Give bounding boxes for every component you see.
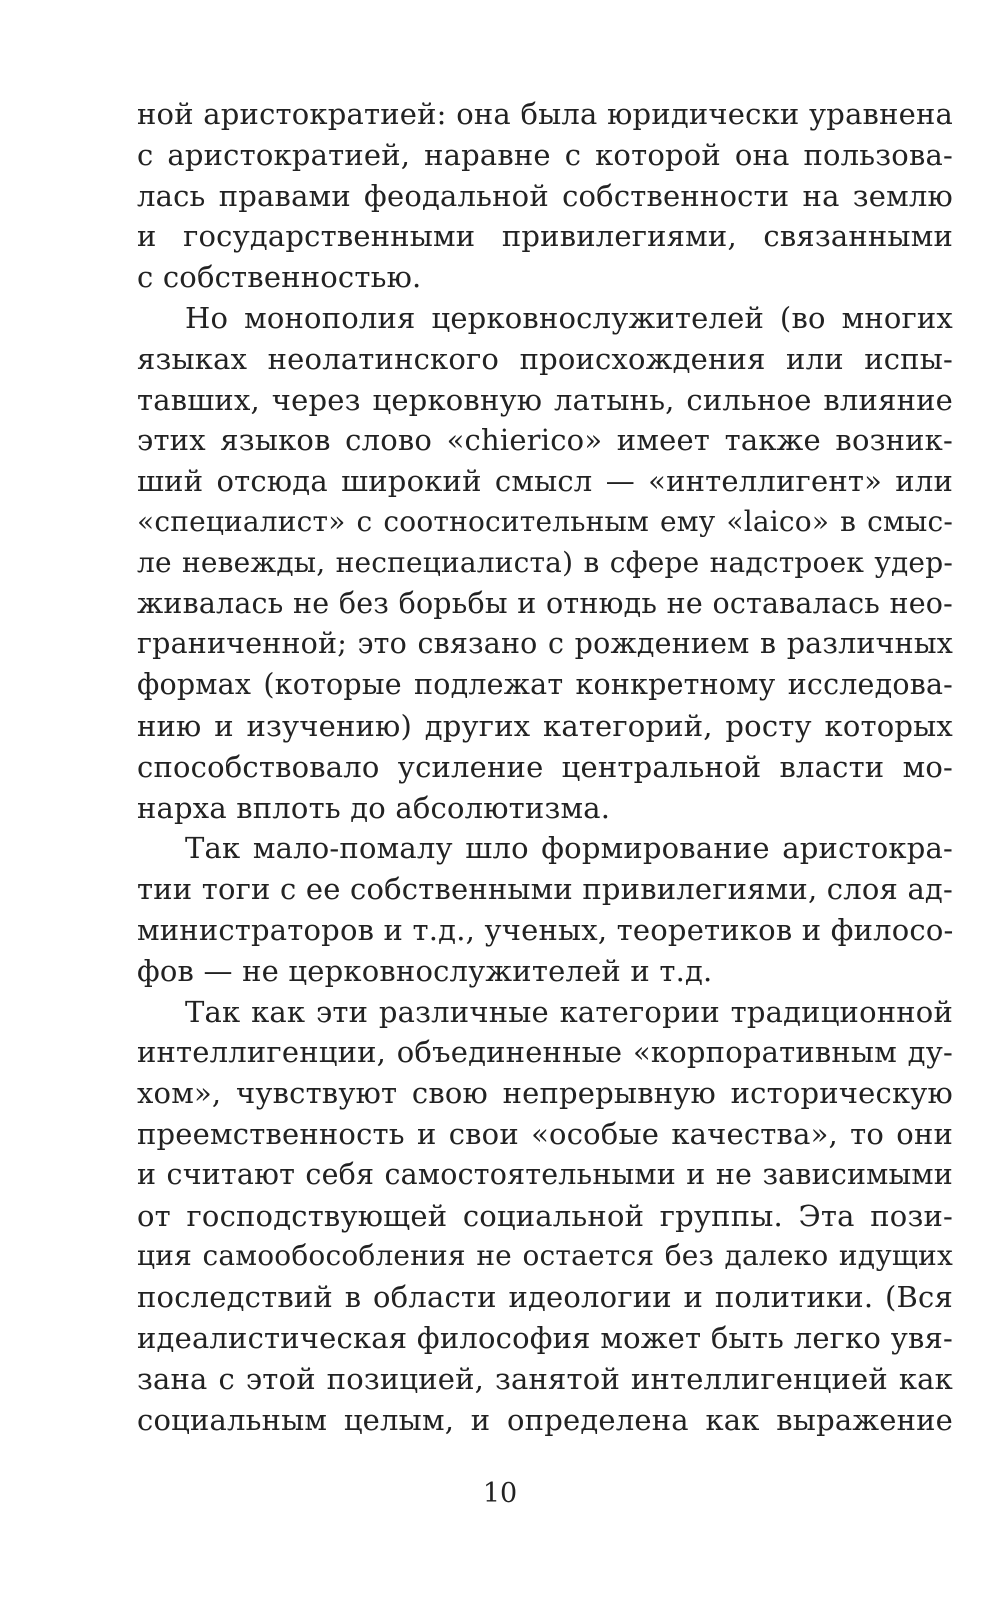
text-line: преемственность и свои «особые качества», то они (137, 1116, 953, 1151)
page-number: 10 (482, 1478, 518, 1509)
text-line: с собственностью. (137, 260, 422, 295)
text-line: Так мало-помалу шло формирование аристокра- (185, 831, 953, 866)
text-line: зана с этой позицией, занятой интеллигенцией как (137, 1361, 953, 1396)
text-line: нарха вплоть до абсолютизма. (137, 790, 611, 825)
text-line: Так как эти различные категории традиционной (185, 994, 953, 1029)
text-line: министраторов и т.д., ученых, теоретиков и филосо- (137, 912, 954, 947)
text-line: и государственными привилегиями, связанными (137, 219, 953, 254)
text-line: тии тоги с ее собственными привилегиями, слоя ад- (137, 872, 953, 907)
text-line: с аристократией, наравне с которой она пользова- (137, 137, 953, 172)
text-line: языках неолатинского происхождения или испы- (137, 341, 953, 376)
text-line: интеллигенции, объединенные «корпоративным ду- (137, 1035, 953, 1070)
text-line: социальным целым, и определена как выражение (137, 1402, 953, 1437)
text-line: Но монополия церковнослужителей (во многих (185, 300, 953, 335)
text-line: ной аристократией: она была юридически уравнена (137, 97, 953, 131)
text-line: живалась не без борьбы и отнюдь не оставалась нео- (137, 586, 953, 620)
text-line: фов — не церковнослужителей и т.д. (137, 953, 713, 988)
text-line: лась правами феодальной собственности на землю (137, 178, 953, 213)
text-line: нию и изучению) других категорий, росту которых (137, 708, 953, 743)
text-line: граниченной; это связано с рождением в различных (137, 627, 953, 661)
body-text (137, 94, 953, 1440)
text-line: ший отсюда широкий смысл — «интеллигент» или (137, 464, 953, 499)
text-line: идеалистическая философия может быть легко увя- (137, 1320, 953, 1355)
text-line: способствовало усиление центральной власти мо- (137, 749, 953, 784)
text-line: формах (которые подлежат конкретному исследова- (137, 668, 953, 702)
text-line: «специалист» с соотносительным ему «laico» в смыс- (137, 504, 953, 538)
text-line: от господствующей социальной группы. Эта пози- (137, 1198, 953, 1233)
text-line: тавших, через церковную латынь, сильное влияние (137, 382, 953, 417)
text-line: последствий в области идеологии и политики. (Вся (137, 1280, 953, 1315)
text-line: ле невежды, неспециалиста) в сфере надстроек удер- (137, 545, 953, 579)
text-line: хом», чувствуют свою непрерывную историческую (137, 1076, 953, 1111)
text-line: этих языков слово «chierico» имеет также возник- (137, 423, 953, 458)
text-line: и считают себя самостоятельными и не зависимыми (137, 1157, 953, 1191)
text-line: ция самообособления не остается без далеко идущих (137, 1239, 953, 1273)
